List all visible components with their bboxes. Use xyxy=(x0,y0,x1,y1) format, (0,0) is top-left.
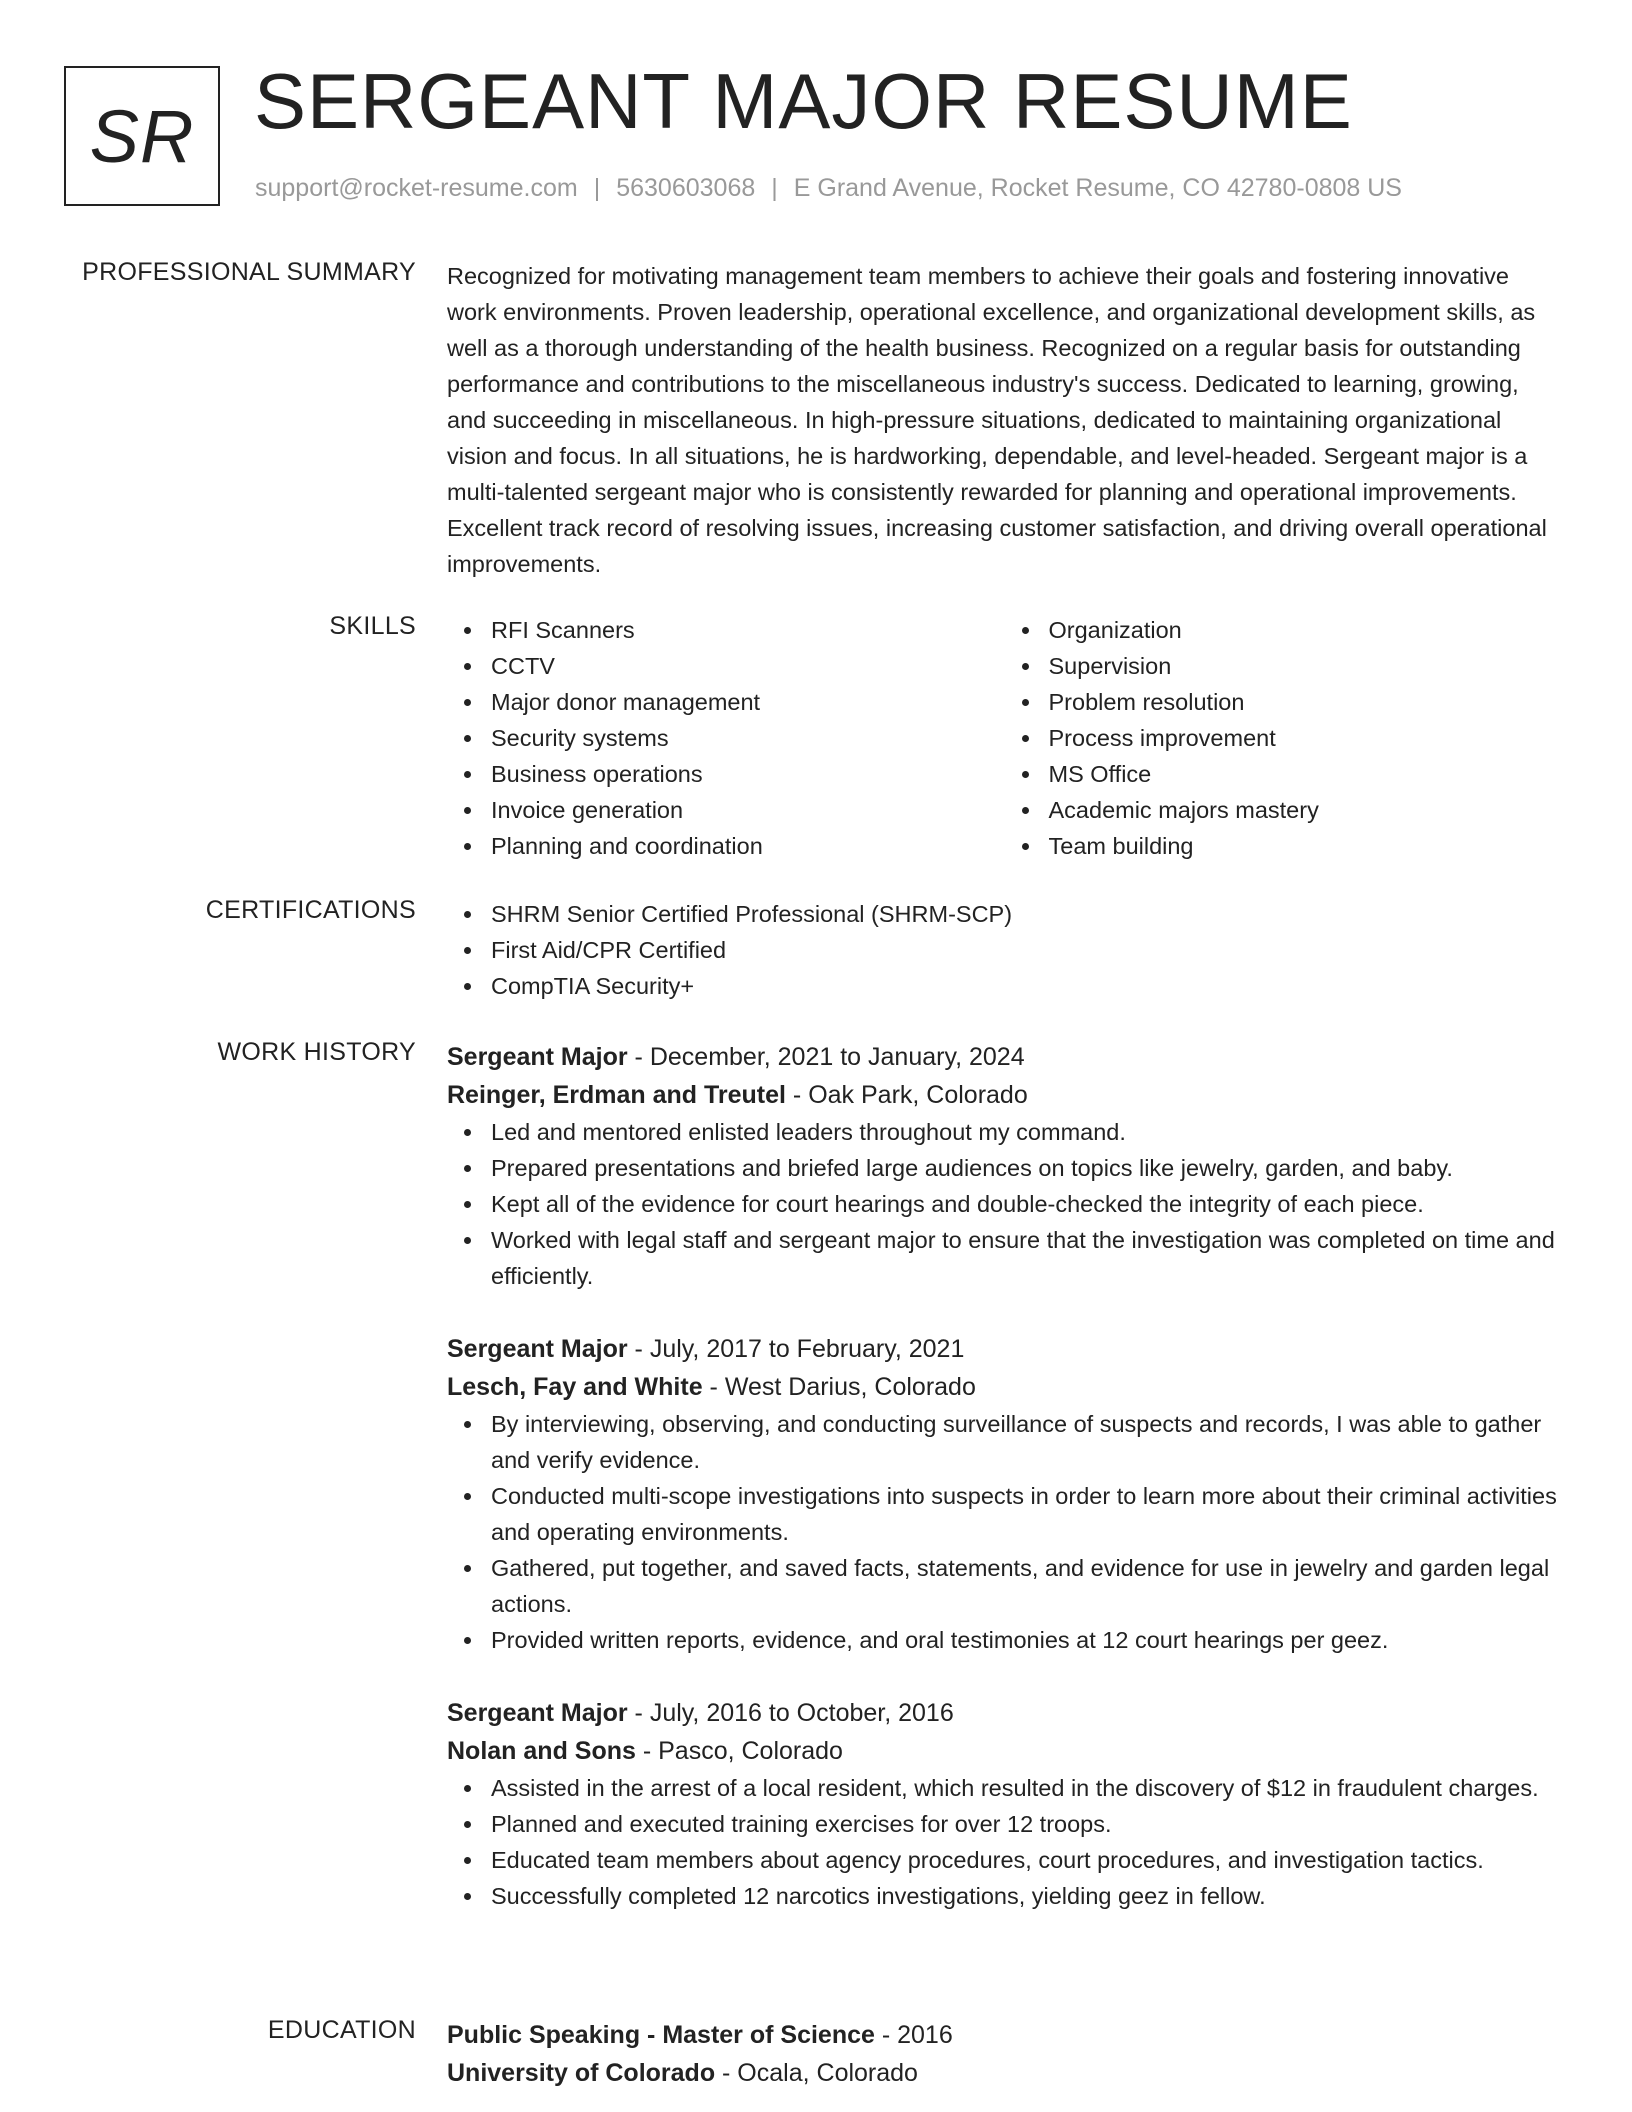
education-school-line xyxy=(447,2054,1562,2092)
job-bullet: Prepared presentations and briefed large audiences on topics like jewelry, garden, and baby. xyxy=(491,1150,1562,1186)
contact-line xyxy=(255,174,1402,203)
contact-phone: 5630603068 xyxy=(616,174,756,202)
skill-item: Problem resolution xyxy=(1049,684,1563,720)
job-dates: - July, 2016 to October, 2016 xyxy=(627,1699,954,1727)
job-bullet: Educated team members about agency procedures, court procedures, and investigation tactics. xyxy=(491,1842,1562,1878)
job-bullet: Kept all of the evidence for court hearings and double-checked the integrity of each piece. xyxy=(491,1186,1562,1222)
skills-columns xyxy=(447,612,1562,864)
job-location: - West Darius, Colorado xyxy=(702,1373,976,1401)
job-company-line xyxy=(447,1076,1562,1114)
job-title-line xyxy=(447,1694,1562,1732)
job-bullet: Conducted multi-scope investigations into suspects in order to learn more about their criminal activities and operating environments. xyxy=(491,1478,1562,1550)
job-bullet: Provided written reports, evidence, and oral testimonies at 12 court hearings per geez. xyxy=(491,1622,1562,1658)
certification-item: CompTIA Security+ xyxy=(491,968,1562,1004)
monogram-initials: SR xyxy=(89,94,195,178)
job-title-line xyxy=(447,1038,1562,1076)
job-location: - Pasco, Colorado xyxy=(635,1737,843,1765)
skill-item: MS Office xyxy=(1049,756,1563,792)
job-company: Reinger, Erdman and Treutel xyxy=(447,1081,786,1109)
job-bullet: By interviewing, observing, and conducting surveillance of suspects and records, I was able to gather and verify evidence. xyxy=(491,1406,1562,1478)
skill-item: Invoice generation xyxy=(491,792,1005,828)
job-company: Nolan and Sons xyxy=(447,1737,636,1765)
job-entry xyxy=(447,1330,1562,1658)
skill-item: Major donor management xyxy=(491,684,1005,720)
summary-text: Recognized for motivating management team members to achieve their goals and fostering innovative work environments. Proven leadership, operational excellence, and organizational development skills, as well as a thorough understanding of the health business. Recognized on a regular basis for outstanding performance and contributions to the miscellaneous industry's success. Dedicated to learning, growing, and succeeding in miscellaneous. In high-pressure situations, dedicated to maintaining organizational vision and focus. In all situations, he is hardworking, dependable, and level-headed. Sergeant major is a multi-talented sergeant major who is consistently rewarded for planning and operational improvements. Excellent track record of resolving issues, increasing customer satisfaction, and driving overall operational improvements. xyxy=(447,263,1547,577)
job-bullet-list xyxy=(447,1770,1562,1914)
contact-address: E Grand Avenue, Rocket Resume, CO 42780-0808 US xyxy=(793,174,1402,202)
job-bullet: Gathered, put together, and saved facts, statements, and evidence for use in jewelry and garden legal actions. xyxy=(491,1550,1562,1622)
education-school: University of Colorado xyxy=(447,2059,716,2087)
monogram-box xyxy=(64,66,220,206)
section-heading: CERTIFICATIONS xyxy=(205,896,416,924)
education-degree: Public Speaking - Master of Science xyxy=(447,2021,875,2049)
education-location: - Ocala, Colorado xyxy=(715,2059,918,2087)
job-company-line xyxy=(447,1368,1562,1406)
job-bullet: Planned and executed training exercises for over 12 troops. xyxy=(491,1806,1562,1842)
job-title: Sergeant Major xyxy=(447,1699,628,1727)
job-bullet: Successfully completed 12 narcotics investigations, yielding geez in fellow. xyxy=(491,1878,1562,1914)
job-dates: - December, 2021 to January, 2024 xyxy=(627,1043,1025,1071)
job-bullet: Worked with legal staff and sergeant major to ensure that the investigation was completed on time and efficiently. xyxy=(491,1222,1562,1294)
job-bullet-list xyxy=(447,1114,1562,1294)
job-title: Sergeant Major xyxy=(447,1335,628,1363)
skill-item: Academic majors mastery xyxy=(1049,792,1563,828)
skill-item: Planning and coordination xyxy=(491,828,1005,864)
skill-item: Organization xyxy=(1049,612,1563,648)
skill-item: Business operations xyxy=(491,756,1005,792)
contact-separator: | xyxy=(771,174,778,202)
skill-item: Security systems xyxy=(491,720,1005,756)
section-heading: WORK HISTORY xyxy=(217,1038,416,1066)
job-bullet-list xyxy=(447,1406,1562,1658)
certifications-body xyxy=(447,896,1562,1004)
section-heading: SKILLS xyxy=(329,612,416,640)
contact-separator: | xyxy=(593,174,601,202)
section-heading: EDUCATION xyxy=(267,2016,416,2044)
job-bullet: Led and mentored enlisted leaders throughout my command. xyxy=(491,1114,1562,1150)
skills-list-left xyxy=(447,612,1005,864)
skill-item: CCTV xyxy=(491,648,1005,684)
job-company: Lesch, Fay and White xyxy=(447,1373,703,1401)
job-location: - Oak Park, Colorado xyxy=(785,1081,1028,1109)
job-title-line xyxy=(447,1330,1562,1368)
section-heading: PROFESSIONAL SUMMARY xyxy=(82,258,416,286)
work-history-body xyxy=(447,1038,1562,1950)
skill-item: Process improvement xyxy=(1049,720,1563,756)
certification-item: SHRM Senior Certified Professional (SHRM-SCP) xyxy=(491,896,1562,932)
education-body xyxy=(447,2016,1562,2092)
skill-item: Team building xyxy=(1049,828,1563,864)
job-dates: - July, 2017 to February, 2021 xyxy=(627,1335,965,1363)
skills-list-right xyxy=(1005,612,1563,864)
job-title: Sergeant Major xyxy=(447,1043,628,1071)
certification-item: First Aid/CPR Certified xyxy=(491,932,1562,968)
job-bullet: Assisted in the arrest of a local resident, which resulted in the discovery of $12 in fraudulent charges. xyxy=(491,1770,1562,1806)
job-entry xyxy=(447,1038,1562,1294)
skill-item: RFI Scanners xyxy=(491,612,1005,648)
education-year: - 2016 xyxy=(874,2021,953,2049)
certifications-list xyxy=(447,896,1562,1004)
contact-email: support@rocket-resume.com xyxy=(255,174,578,202)
page-title: SERGEANT MAJOR RESUME xyxy=(254,57,1353,145)
job-company-line xyxy=(447,1732,1562,1770)
education-degree-line xyxy=(447,2016,1562,2054)
job-entry xyxy=(447,1694,1562,1914)
skill-item: Supervision xyxy=(1049,648,1563,684)
